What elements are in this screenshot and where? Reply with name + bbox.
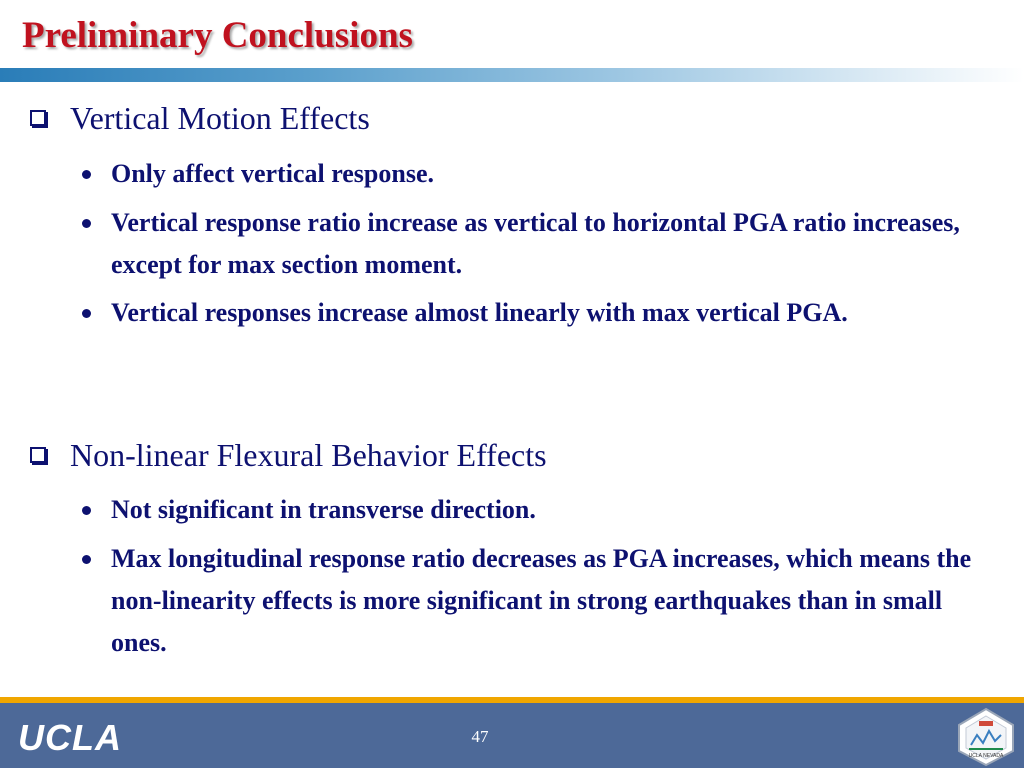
bullet-item: Not significant in transverse direction. [80, 489, 990, 531]
checkbox-bullet-icon [30, 110, 46, 126]
bullet-dot-icon [82, 309, 91, 318]
section-heading-vertical-motion: Vertical Motion Effects [30, 100, 370, 137]
bullet-item: Vertical response ratio increase as vertical to horizontal PGA ratio increases, except for max section moment. [80, 202, 990, 286]
nees-seal-logo-icon [955, 707, 1017, 767]
bullet-dot-icon [82, 506, 91, 515]
page-number: 47 [471, 727, 489, 746]
bullet-dot-icon [82, 219, 91, 228]
bullet-item: Vertical responses increase almost linearly with max vertical PGA. [80, 292, 990, 334]
footer-bar [0, 703, 1024, 768]
slide-title: Preliminary Conclusions [22, 15, 413, 56]
ucla-logo: UCLA [18, 717, 122, 758]
title-underline-bar [0, 68, 1024, 82]
bullet-item: Only affect vertical response. [80, 153, 990, 195]
bullet-item: Max longitudinal response ratio decreases as PGA increases, which means the non-linearity effects is more significant in strong earthquakes than in small ones. [80, 538, 990, 664]
bullet-dot-icon [82, 555, 91, 564]
checkbox-bullet-icon [30, 447, 46, 463]
bullet-dot-icon [82, 170, 91, 179]
seal-text: UCLA NEVADA [968, 753, 1004, 759]
section-heading-nonlinear-flexural: Non-linear Flexural Behavior Effects [30, 437, 547, 474]
